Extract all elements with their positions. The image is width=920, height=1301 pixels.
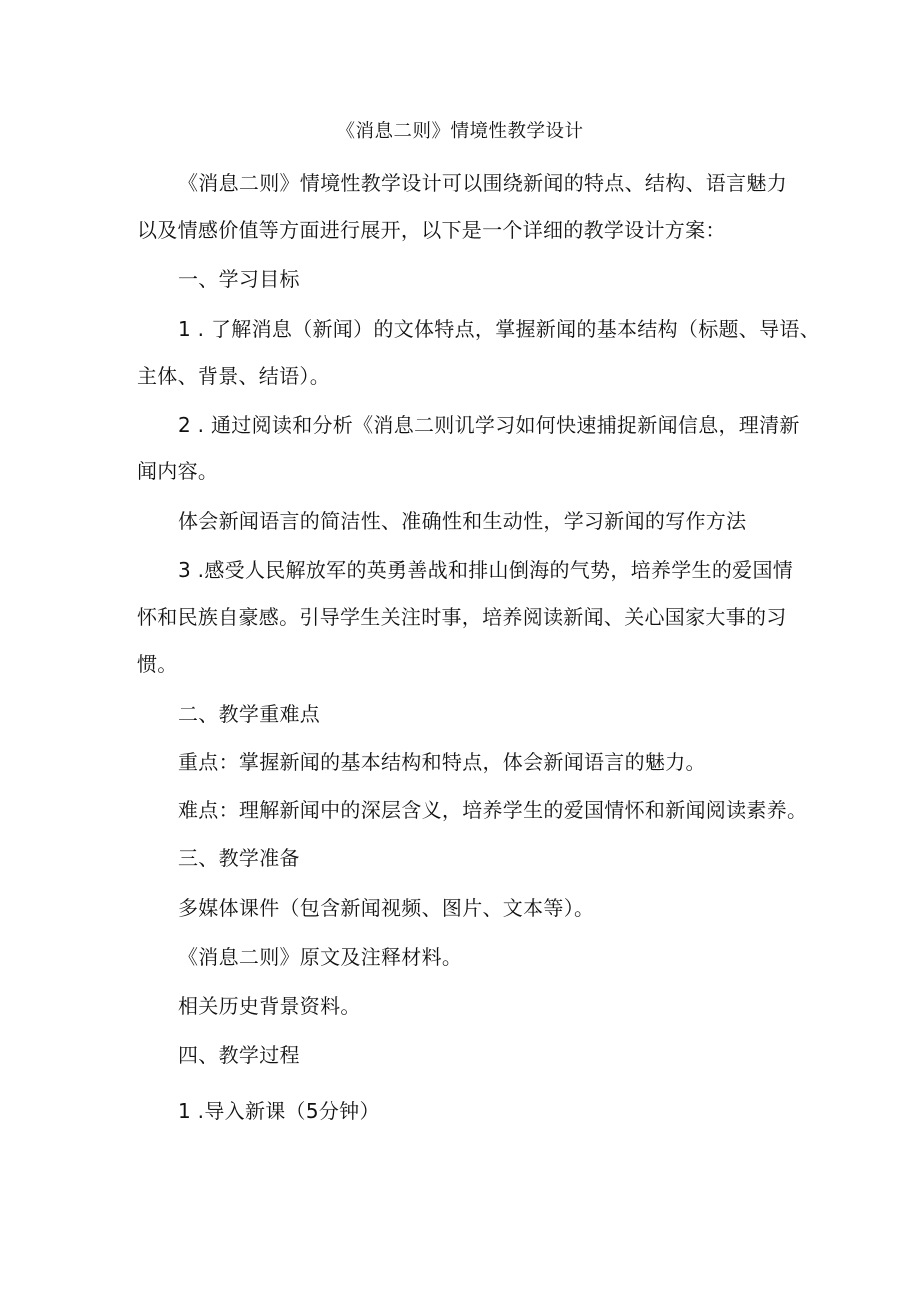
section-heading-objectives: 一、学习目标	[178, 267, 300, 291]
key-point-text: 重点：掌握新闻的基本结构和特点，体会新闻语言的魅力。	[178, 750, 706, 774]
objective-2-line-1: 2 . 通过阅读和分析《消息二则讥学习如何快速捕捉新闻信息，理清新	[178, 413, 800, 437]
section-heading-process: 四、教学过程	[178, 1043, 300, 1067]
document-title: 《消息二则》情境性教学设计	[336, 121, 584, 142]
intro-line-2: 以及情感价值等方面进行展开，以下是一个详细的教学设计方案：	[137, 218, 726, 242]
objective-3-line-1: 3 .感受人民解放军的英勇善战和排山倒海的气势，培养学生的爱国情	[178, 558, 794, 582]
objective-1-line-1: 1 . 了解消息（新闻）的文体特点，掌握新闻的基本结构（标题、导语、	[178, 317, 820, 341]
objective-3-line-3: 惯。	[137, 652, 178, 676]
objective-note: 体会新闻语言的简洁性、准确性和生动性，学习新闻的写作方法	[178, 509, 747, 533]
preparation-item-2: 《消息二则》原文及注释材料。	[178, 945, 463, 969]
intro-line-1: 《消息二则》情境性教学设计可以围绕新闻的特点、结构、语言魅力	[178, 171, 787, 195]
objective-1-line-2: 主体、背景、结语）。	[137, 364, 330, 388]
preparation-item-3: 相关历史背景资料。	[178, 994, 361, 1018]
preparation-item-1: 多媒体课件（包含新闻视频、图片、文本等）。	[178, 896, 595, 920]
objective-2-line-2: 闻内容。	[137, 459, 219, 483]
section-heading-preparation: 三、教学准备	[178, 846, 300, 870]
difficulty-text: 难点：理解新闻中的深层含义，培养学生的爱国情怀和新闻阅读素养。	[178, 798, 808, 822]
objective-3-line-2: 怀和民族自豪感。引导学生关注时事，培养阅读新闻、关心国家大事的习	[137, 605, 787, 629]
section-heading-key-points: 二、教学重难点	[178, 702, 321, 726]
process-step-1: 1 .导入新课（5分钟）	[178, 1099, 380, 1123]
